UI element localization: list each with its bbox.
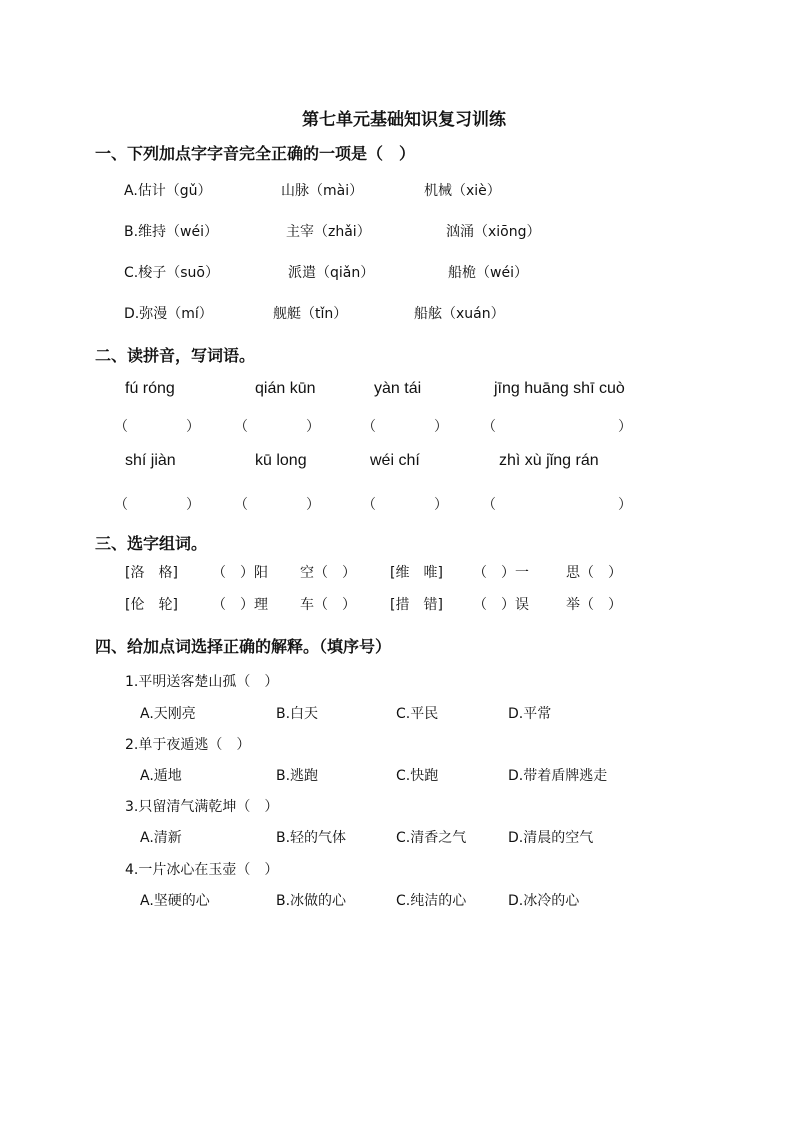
option-b-1: B.维持（wéi）	[124, 224, 219, 240]
answer-close-paren: ）	[186, 419, 200, 435]
word-blank: （ ）理	[212, 597, 268, 613]
answer-option: B.白天	[276, 706, 319, 722]
pinyin-item: wéi chí	[370, 452, 420, 469]
answer-open-paren: （	[114, 497, 128, 513]
answer-option: C.纯洁的心	[396, 893, 467, 909]
answer-option: A.遁地	[140, 768, 182, 784]
answer-close-paren: ）	[618, 497, 632, 513]
pinyin-item: qián kūn	[255, 380, 316, 397]
answer-close-paren: ）	[186, 497, 200, 513]
answer-open-paren: （	[482, 419, 496, 435]
section-1-heading: 一、下列加点字字音完全正确的一项是（ ）	[95, 144, 416, 163]
pinyin-item: jīng huāng shī cuò	[494, 380, 625, 397]
answer-option: C.快跑	[396, 768, 439, 784]
option-c-3: 船桅（wéi）	[448, 265, 528, 281]
option-c-1: C.梭子（suō）	[124, 265, 219, 281]
char-choice: [维 唯]	[390, 565, 443, 581]
char-choice: [措 错]	[390, 597, 443, 613]
page-title: 第七单元基础知识复习训练	[302, 110, 506, 130]
answer-option: B.冰做的心	[276, 893, 347, 909]
pinyin-item: yàn tái	[374, 380, 422, 397]
char-choice: [伦 轮]	[125, 597, 178, 613]
option-b-3: 汹涌（xiōng）	[446, 224, 541, 240]
answer-option: D.带着盾牌逃走	[508, 768, 608, 784]
answer-open-paren: （	[362, 419, 376, 435]
answer-close-paren: ）	[618, 419, 632, 435]
word-blank: （ ）阳	[212, 565, 268, 581]
answer-open-paren: （	[362, 497, 376, 513]
answer-option: C.清香之气	[396, 830, 467, 846]
answer-option: A.天刚亮	[140, 706, 196, 722]
answer-close-paren: ）	[434, 419, 448, 435]
answer-open-paren: （	[114, 419, 128, 435]
answer-open-paren: （	[234, 419, 248, 435]
question-2: 2.单于夜遁逃（ ）	[125, 737, 251, 753]
section-2-heading: 二、读拼音，写词语。	[95, 346, 256, 365]
option-a-1: A.估计（gǔ）	[124, 183, 212, 199]
option-b-2: 主宰（zhǎi）	[286, 224, 371, 240]
question-3: 3.只留清气满乾坤（ ）	[125, 799, 279, 815]
question-1: 1.平明送客楚山孤（ ）	[125, 674, 279, 690]
pinyin-item: fú róng	[125, 380, 175, 397]
word-blank: 车（ ）	[300, 597, 356, 613]
option-a-3: 机械（xiè）	[424, 183, 501, 199]
answer-option: D.冰冷的心	[508, 893, 580, 909]
word-blank: （ ）一	[473, 565, 529, 581]
word-blank: 思（ ）	[566, 565, 622, 581]
word-blank: 举（ ）	[566, 597, 622, 613]
answer-open-paren: （	[234, 497, 248, 513]
answer-option: A.坚硬的心	[140, 893, 210, 909]
answer-option: B.轻的气体	[276, 830, 347, 846]
pinyin-item: zhì xù jǐng rán	[499, 452, 599, 469]
option-a-2: 山脉（mài）	[281, 183, 364, 199]
answer-open-paren: （	[482, 497, 496, 513]
answer-option: A.清新	[140, 830, 182, 846]
section-4-heading: 四、给加点词选择正确的解释。（填序号）	[95, 637, 392, 656]
answer-close-paren: ）	[306, 497, 320, 513]
option-d-3: 船舷（xuán）	[414, 306, 505, 322]
answer-option: B.逃跑	[276, 768, 319, 784]
option-d-2: 舰艇（tǐn）	[273, 306, 348, 322]
option-c-2: 派遣（qiǎn）	[288, 265, 375, 281]
option-d-1: D.弥漫（mí）	[124, 306, 213, 322]
answer-option: D.清晨的空气	[508, 830, 594, 846]
question-4: 4.一片冰心在玉壶（ ）	[125, 862, 279, 878]
pinyin-item: shí jiàn	[125, 452, 176, 469]
answer-option: D.平常	[508, 706, 552, 722]
answer-close-paren: ）	[434, 497, 448, 513]
char-choice: [洛 格]	[125, 565, 178, 581]
section-3-heading: 三、选字组词。	[95, 534, 208, 553]
word-blank: 空（ ）	[300, 565, 356, 581]
answer-close-paren: ）	[306, 419, 320, 435]
pinyin-item: kū long	[255, 452, 307, 469]
word-blank: （ ）误	[473, 597, 529, 613]
answer-option: C.平民	[396, 706, 439, 722]
